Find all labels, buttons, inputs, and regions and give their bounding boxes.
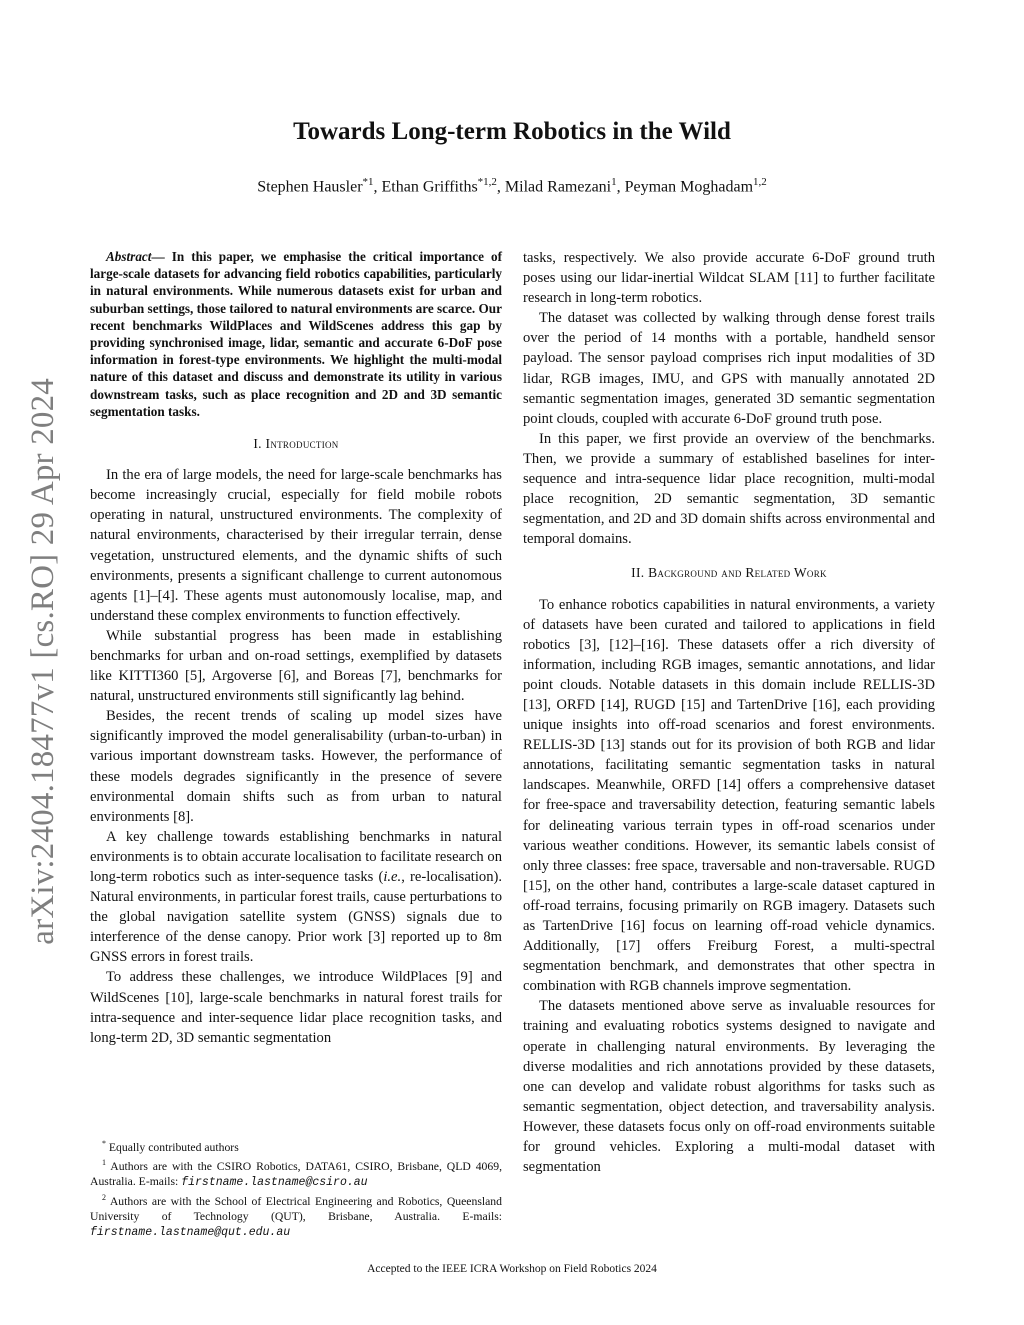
right-column (523, 248, 935, 1177)
author-affiliation-mark: *1 (362, 176, 374, 188)
left-column (90, 248, 502, 1048)
paragraph: tasks, respectively. We also provide accurate 6-DoF ground truth poses using our lidar-inertial Wildcat SLAM [11] to further facilitate research in long-term robotics. (523, 250, 935, 307)
footnote: * Equally contributed authors (102, 1139, 239, 1154)
paragraph: While substantial progress has been made in establishing benchmarks for urban and on-road settings, exemplified by datasets like KITTI360 [5], Argoverse [6], and Boreas [7], benchmarks for natural, unstructured environments still significantly lag behind. (90, 627, 502, 705)
paper-title: Towards Long-term Robotics in the Wild (293, 118, 731, 145)
paragraph: The dataset was collected by walking through dense forest trails over the period of 14 months with a portable, handheld sensor payload. The sensor payload comprises rich input modalities of 3D lidar, RGB images, IMU, and GPS with manually annotated 2D semantic segmentation images, generated 3D semantic segmentation point clouds, coupled with accurate 6-DoF ground truth pose. (523, 310, 935, 427)
paragraph: Besides, the recent trends of scaling up model sizes have significantly improved the model generalisability (urban-to-urban) in various important downstream tasks. However, the performance of these models degrades significantly in the presence of severe environmental domain shifts such as from urban to natural environments [8]. (90, 708, 502, 825)
footnote: $^2$ Authors are with the School of Electrical Engineering and Robotics, Queensland University of Technology (QUT), Brisbane, Australia. E-mails: firstname.lastname@qut.edu.au (90, 1192, 502, 1239)
paragraph: In this paper, we first provide an overview of the benchmarks. Then, we provide a summary of established baselines for inter-sequence and intra-sequence lidar place recognition, multi-modal place recognition, 2D semantic segmentation, 3D semantic segmentation, and 2D and 3D domain shifts across environmental and temporal domains. (523, 430, 935, 548)
paragraph: To enhance robotics capabilities in natural environments, a variety of datasets have been curated and tailored to applications in field robotics [3], [12]–[16]. These datasets offer a rich diversity of information, including RGB images, semantic annotations, and lidar point clouds. Notable datasets in this domain include RELLIS-3D [13], ORFD [14], RUGD [15] and TartenDrive [16], each providing unique insights into off-road scenarios and forest environments. RELLIS-3D [13] stands out for its provision of both RGB and lidar annotations, facilitating semantic segmentation tasks in natural landscapes. Meanwhile, ORFD [14] offers a comprehensive dataset for free-space and traversability detection, featuring semantic labels for delineating various terrain types in off-road scenarios under various weather conditions. However, its semantic labels consist of only three classes: free space, traversable and non-traversable. RUGD [15], on the other hand, contributes a large-scale dataset captured in off-road terrains, focusing primarily on RGB imagery. Datasets such as TartenDrive [16] focus on learning off-road vehicle dynamics. Additionally, [17] offers Freiburg Forest, a multi-spectral segmentation benchmark, and demonstrates that other spectra in combination with RGB channels improve segmentation. (523, 596, 935, 995)
section-heading-background: II. Background and Related Work (631, 565, 827, 581)
arxiv-identifier: arXiv:2404.18477v1 [cs.RO] 29 Apr 2024 (24, 377, 61, 945)
paragraph: To address these challenges, we introduce WildPlaces [9] and WildScenes [10], large-scale benchmarks in natural forest trails for intra-sequence and inter-sequence lidar place recognition tasks, and long-term 2D, 3D semantic segmentation (90, 969, 502, 1046)
abstract: Abstract— In this paper, we emphasise the critical importance of large-scale datasets for advancing field robotics capabilities, particularly in natural environments. While numerous datasets exist for urban and suburban settings, those tailored to natural environments are scarce. Our recent benchmarks WildPlaces and WildScenes address this gap by providing synchronised image, lidar, semantic and accurate 6-DoF pose information in forest-type environments. We highlight the multi-modal nature of this dataset and discuss and demonstrate its utility in various downstream tasks, such as place recognition and 2D and 3D semantic segmentation tasks. (90, 249, 503, 419)
arxiv-identifier-sidebar (18, 355, 68, 967)
paragraph: The datasets mentioned above serve as invaluable resources for training and evaluating robotics systems designed to navigate and operate in challenging natural environments. By leveraging the diverse modalities and rich annotations provided by these datasets, one can develop and validate robust algorithms for tasks such as semantic segmentation, object detection, and traversability analysis. However, these datasets focus only on off-road environments suitable for ground vehicles. Exploring a multi-modal dataset with segmentation (523, 998, 935, 1176)
author-name: Stephen Hausler (257, 178, 363, 196)
abstract-text: In this paper, we emphasise the critical importance of large-scale datasets for advancing field robotics capabilities, particularly in natural environments. While numerous datasets exist for urban and suburban settings, those tailored to natural environments are scarce. Our recent benchmarks WildPlaces and WildScenes address this gap by providing synchronised image, lidar, semantic and accurate 6-DoF pose information in forest-type environments. We highlight the multi-modal nature of this dataset and discuss and demonstrate its utility in various downstream tasks, such as place recognition and 2D and 3D semantic segmentation tasks. (90, 249, 503, 419)
author-name: Ethan Griffiths (381, 178, 478, 196)
author-affiliation-mark: *1,2 (477, 176, 497, 188)
footnotes (90, 1136, 502, 1240)
email-address: firstname.lastname@csiro.au (181, 1175, 368, 1189)
abstract-label: Abstract (106, 249, 152, 264)
author-name: Milad Ramezani (504, 178, 612, 196)
author-list: Stephen Hausler$^{*1}$, Ethan Griffiths$^{*1,2}$, Milad Ramezani$^1$, Peyman Moghadam$^{1,2}$ (257, 176, 767, 196)
author-affiliation-mark: 1 (611, 176, 617, 188)
paragraph: In the era of large models, the need for large-scale benchmarks has become increasingly crucial, especially for field mobile robots operating in natural, unstructured environments. The complexity of natural environments, characterised by their irregular terrain, dense vegetation, unstructured elements, and the dynamic shifts of such environments, presents a significant challenge to current autonomous agents [1]–[4]. These agents must autonomously localise, map, and understand these complex environments to function effectively. (90, 467, 502, 624)
page-footer: Accepted to the IEEE ICRA Workshop on Field Robotics 2024 (367, 1263, 657, 1275)
section-heading-introduction: I. Introduction (253, 436, 339, 452)
author-affiliation-mark: 1,2 (753, 176, 767, 188)
author-name: Peyman Moghadam (624, 178, 754, 196)
paragraph: A key challenge towards establishing benchmarks in natural environments is to obtain accurate localisation to facilitate research on long-term robotics such as inter-sequence tasks (i.e., re-localisation). Natural environments, in particular forest trails, cause perturbations to the global navigation satellite system (GNSS) signals due to interference of the dense canopy. Prior work [3] reported up to 8m GNSS errors in forest trails. (90, 828, 503, 966)
footnote: $^1$ Authors are with the CSIRO Robotics, DATA61, CSIRO, Brisbane, QLD 4069, Australia. E-mails: firstname.lastname@csiro.au (90, 1157, 502, 1189)
email-address: firstname.lastname@qut.edu.au (90, 1225, 291, 1239)
